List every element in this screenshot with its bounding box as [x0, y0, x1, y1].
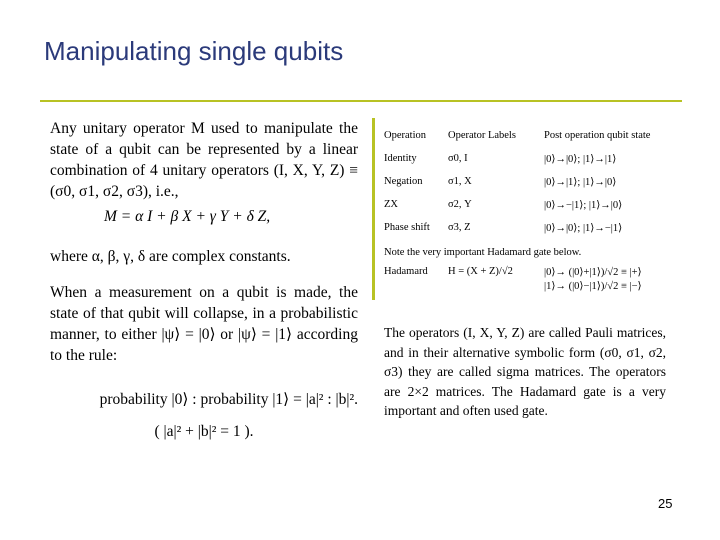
- table-row: [384, 147, 684, 170]
- hadamard-operation: Hadamard: [384, 266, 428, 277]
- table-row: [384, 193, 684, 216]
- slide-title: Manipulating single qubits: [44, 36, 344, 66]
- left-column: [50, 118, 358, 441]
- hadamard-state: [544, 266, 684, 294]
- row-label: σ3, Z: [448, 222, 471, 233]
- row-state: |0⟩→|1⟩; |1⟩→|0⟩: [544, 176, 617, 188]
- hadamard-note: Note the very important Hadamard gate below.: [384, 247, 582, 258]
- column-divider: [372, 118, 375, 300]
- pauli-description: The operators (I, X, Y, Z) are called Pauli matrices, and in their alternative symbolic form (σ0, σ1, σ2, σ3) they are called sigma matrices. The operators are 2×2 matrices. The Hadamard gate is a very important and often used gate.: [384, 325, 666, 418]
- row-operation: Negation: [384, 176, 423, 187]
- row-label: σ0, I: [448, 153, 468, 164]
- row-operation: Identity: [384, 153, 417, 164]
- table-row: [384, 216, 684, 239]
- row-state: |0⟩→−|1⟩; |1⟩→|0⟩: [544, 199, 623, 211]
- normalization-rule: ( |a|² + |b|² = 1 ).: [154, 423, 254, 440]
- operator-table: [384, 124, 684, 294]
- probability-rule: probability |0⟩ : probability |1⟩ = |a|² : |b|².: [99, 391, 358, 408]
- row-state: |0⟩→|0⟩; |1⟩→−|1⟩: [544, 222, 623, 234]
- table-row: [384, 170, 684, 193]
- measurement-text: When a measurement on a qubit is made, the state of that qubit will collapse, in a probabilistic manner, to either |ψ⟩ = |0⟩ or |ψ⟩ = |1⟩ according to the rule:: [50, 284, 358, 364]
- page-number: 25: [658, 496, 673, 511]
- header-labels: Operator Labels: [448, 130, 516, 141]
- title-divider: [40, 100, 682, 102]
- header-operation: Operation: [384, 130, 426, 141]
- hadamard-state-line: |0⟩→ (|0⟩+|1⟩)/√2 ≡ |+⟩: [544, 267, 642, 278]
- hadamard-state-line: |1⟩→ (|0⟩−|1⟩)/√2 ≡ |−⟩: [544, 281, 642, 292]
- hadamard-label: H = (X + Z)/√2: [448, 266, 513, 277]
- row-label: σ2, Y: [448, 199, 472, 210]
- table-header-row: [384, 124, 684, 147]
- row-label: σ1, X: [448, 176, 472, 187]
- operator-formula: M = α I + β X + γ Y + δ Z,: [104, 208, 271, 225]
- header-state: Post operation qubit state: [544, 130, 651, 141]
- hadamard-row: [384, 266, 684, 294]
- intro-text: Any unitary operator M used to manipulate the state of a qubit can be represented by a linear combination of 4 unitary operators (I, X, Y, Z) ≡ (σ0, σ1, σ2, σ3), i.e.,: [50, 120, 358, 200]
- constants-text: where α, β, γ, δ are complex constants.: [50, 248, 291, 265]
- row-operation: ZX: [384, 199, 398, 210]
- row-state: |0⟩→|0⟩; |1⟩→|1⟩: [544, 153, 617, 165]
- row-operation: Phase shift: [384, 222, 430, 233]
